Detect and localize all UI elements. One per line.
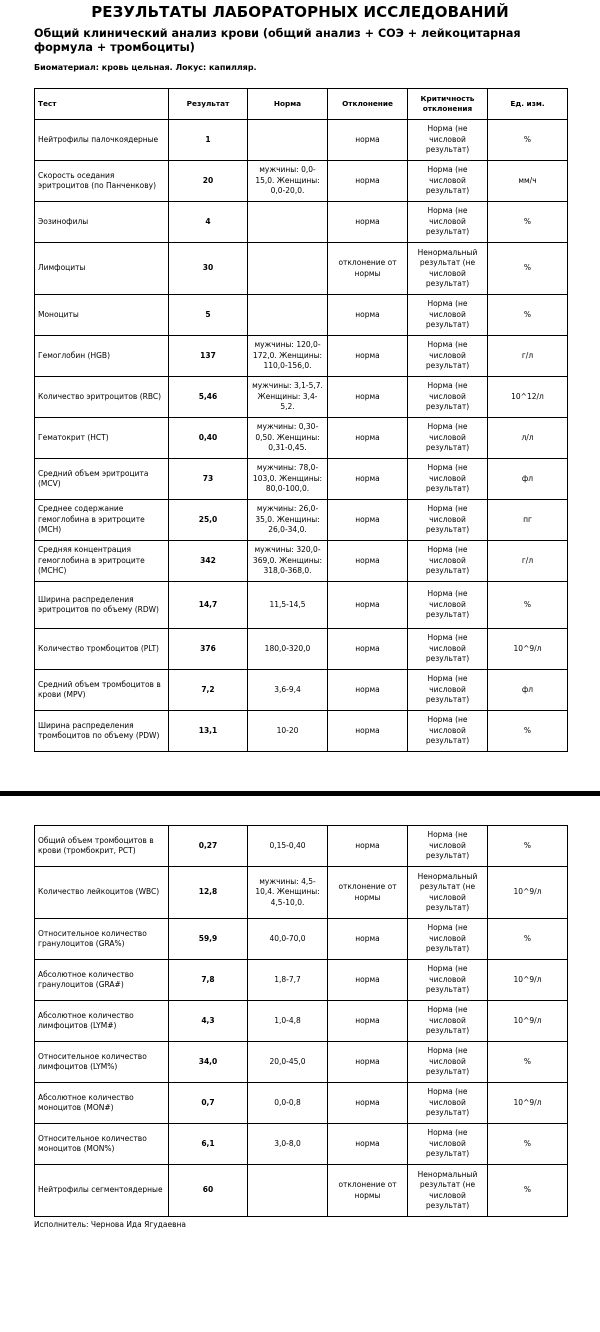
cell-test: Средняя концентрация гемоглобина в эритроците (MCHC) — [35, 541, 169, 582]
cell-norm: 20,0-45,0 — [248, 1042, 328, 1083]
table-row — [35, 418, 568, 459]
cell-norm: мужчины: 320,0-369,0. Женщины: 318,0-368,0. — [248, 541, 328, 582]
cell-test: Среднее содержание гемоглобина в эритроците (MCH) — [35, 500, 169, 541]
cell-test: Средний объем тромбоцитов в крови (MPV) — [35, 670, 169, 711]
cell-criticality: Норма (не числовой результат) — [408, 1001, 488, 1042]
cell-unit: % — [488, 582, 568, 629]
cell-criticality: Норма (не числовой результат) — [408, 202, 488, 243]
cell-test: Гемоглобин (HGB) — [35, 336, 169, 377]
cell-test: Эозинофилы — [35, 202, 169, 243]
cell-result: 30 — [169, 243, 248, 295]
table-row — [35, 867, 568, 919]
table-row — [35, 919, 568, 960]
cell-criticality: Норма (не числовой результат) — [408, 377, 488, 418]
cell-deviation: отклонение от нормы — [328, 867, 408, 919]
cell-criticality: Норма (не числовой результат) — [408, 336, 488, 377]
cell-norm: мужчины: 78,0-103,0. Женщины: 80,0-100,0. — [248, 459, 328, 500]
cell-criticality: Норма (не числовой результат) — [408, 1042, 488, 1083]
page-break-divider — [0, 791, 600, 796]
cell-criticality: Норма (не числовой результат) — [408, 500, 488, 541]
cell-test: Нейтрофилы сегментоядерные — [35, 1165, 169, 1217]
cell-test: Относительное количество гранулоцитов (GRA%) — [35, 919, 169, 960]
cell-test: Ширина распределения эритроцитов по объему (RDW) — [35, 582, 169, 629]
cell-test: Нейтрофилы палочкоядерные — [35, 120, 169, 161]
cell-unit: фл — [488, 670, 568, 711]
table-row — [35, 336, 568, 377]
cell-unit: 10^9/л — [488, 629, 568, 670]
cell-norm: 11,5-14,5 — [248, 582, 328, 629]
cell-result: 342 — [169, 541, 248, 582]
cell-deviation: норма — [328, 629, 408, 670]
cell-unit: мм/ч — [488, 161, 568, 202]
cell-unit: % — [488, 120, 568, 161]
executor-signature: Исполнитель: Чернова Ида Ягудаевна — [34, 1220, 186, 1229]
cell-criticality: Норма (не числовой результат) — [408, 826, 488, 867]
cell-test: Общий объем тромбоцитов в крови (тромбокрит, PCT) — [35, 826, 169, 867]
cell-deviation: норма — [328, 1083, 408, 1124]
cell-test: Средний объем эритроцита (MCV) — [35, 459, 169, 500]
header-test: Тест — [35, 89, 169, 120]
cell-result: 60 — [169, 1165, 248, 1217]
cell-criticality: Норма (не числовой результат) — [408, 670, 488, 711]
table-row — [35, 582, 568, 629]
cell-deviation: норма — [328, 120, 408, 161]
cell-result: 12,8 — [169, 867, 248, 919]
cell-test: Количество тромбоцитов (PLT) — [35, 629, 169, 670]
cell-test: Количество лейкоцитов (WBC) — [35, 867, 169, 919]
cell-unit: пг — [488, 500, 568, 541]
cell-unit: % — [488, 1042, 568, 1083]
cell-deviation: норма — [328, 1042, 408, 1083]
cell-deviation: норма — [328, 500, 408, 541]
cell-unit: г/л — [488, 336, 568, 377]
cell-norm: 3,6-9,4 — [248, 670, 328, 711]
cell-test: Моноциты — [35, 295, 169, 336]
cell-unit: 10^9/л — [488, 867, 568, 919]
cell-norm: 0,15-0,40 — [248, 826, 328, 867]
cell-norm — [248, 243, 328, 295]
cell-criticality: Норма (не числовой результат) — [408, 120, 488, 161]
cell-deviation: норма — [328, 670, 408, 711]
cell-norm: 3,0-8,0 — [248, 1124, 328, 1165]
header-result: Результат — [169, 89, 248, 120]
cell-deviation: норма — [328, 1124, 408, 1165]
table-body-page1 — [35, 120, 568, 752]
cell-deviation: отклонение от нормы — [328, 243, 408, 295]
cell-deviation: норма — [328, 377, 408, 418]
table-row — [35, 826, 568, 867]
results-table-page1 — [34, 88, 568, 752]
cell-result: 7,2 — [169, 670, 248, 711]
table-row — [35, 629, 568, 670]
table-row — [35, 459, 568, 500]
cell-result: 376 — [169, 629, 248, 670]
cell-deviation: норма — [328, 336, 408, 377]
cell-deviation: норма — [328, 1001, 408, 1042]
cell-criticality: Норма (не числовой результат) — [408, 711, 488, 752]
table-row — [35, 243, 568, 295]
cell-test: Абсолютное количество моноцитов (MON#) — [35, 1083, 169, 1124]
cell-norm: 10-20 — [248, 711, 328, 752]
report-subtitle: Общий клинический анализ крови (общий анализ + СОЭ + лейкоцитарная формула + тромбоциты) — [34, 27, 521, 54]
cell-criticality: Норма (не числовой результат) — [408, 161, 488, 202]
cell-norm: мужчины: 0,0-15,0. Женщины: 0,0-20,0. — [248, 161, 328, 202]
table-row — [35, 541, 568, 582]
cell-unit: % — [488, 919, 568, 960]
page-title: РЕЗУЛЬТАТЫ ЛАБОРАТОРНЫХ ИССЛЕДОВАНИЙ — [91, 3, 509, 21]
cell-result: 20 — [169, 161, 248, 202]
cell-result: 137 — [169, 336, 248, 377]
cell-criticality: Ненормальный результат (не числовой результат) — [408, 243, 488, 295]
cell-result: 13,1 — [169, 711, 248, 752]
cell-criticality: Норма (не числовой результат) — [408, 960, 488, 1001]
cell-result: 0,40 — [169, 418, 248, 459]
cell-norm: 1,0-4,8 — [248, 1001, 328, 1042]
cell-norm: мужчины: 120,0-172,0. Женщины: 110,0-156,0. — [248, 336, 328, 377]
cell-test: Абсолютное количество гранулоцитов (GRA#) — [35, 960, 169, 1001]
cell-result: 25,0 — [169, 500, 248, 541]
cell-result: 7,8 — [169, 960, 248, 1001]
cell-result: 4,3 — [169, 1001, 248, 1042]
cell-criticality: Норма (не числовой результат) — [408, 418, 488, 459]
cell-result: 73 — [169, 459, 248, 500]
cell-test: Количество эритроцитов (RBC) — [35, 377, 169, 418]
cell-result: 1 — [169, 120, 248, 161]
cell-unit: % — [488, 295, 568, 336]
cell-norm: мужчины: 26,0-35,0. Женщины: 26,0-34,0. — [248, 500, 328, 541]
cell-result: 34,0 — [169, 1042, 248, 1083]
header-unit: Ед. изм. — [488, 89, 568, 120]
cell-deviation: норма — [328, 295, 408, 336]
cell-norm: 1,8-7,7 — [248, 960, 328, 1001]
cell-test: Скорость оседания эритроцитов (по Панченкову) — [35, 161, 169, 202]
table-row — [35, 377, 568, 418]
cell-test: Лимфоциты — [35, 243, 169, 295]
table-row — [35, 1042, 568, 1083]
table-row — [35, 1001, 568, 1042]
cell-criticality: Ненормальный результат (не числовой результат) — [408, 867, 488, 919]
cell-unit: 10^9/л — [488, 960, 568, 1001]
cell-criticality: Норма (не числовой результат) — [408, 1124, 488, 1165]
biomaterial-info: Биоматериал: кровь цельная. Локус: капилляр. — [34, 63, 257, 72]
cell-result: 0,27 — [169, 826, 248, 867]
cell-norm: 40,0-70,0 — [248, 919, 328, 960]
cell-unit: 10^9/л — [488, 1001, 568, 1042]
table-row — [35, 711, 568, 752]
cell-unit: % — [488, 1165, 568, 1217]
cell-deviation: норма — [328, 418, 408, 459]
cell-criticality: Норма (не числовой результат) — [408, 919, 488, 960]
cell-unit: фл — [488, 459, 568, 500]
cell-criticality: Норма (не числовой результат) — [408, 1083, 488, 1124]
cell-test: Гематокрит (HCT) — [35, 418, 169, 459]
cell-unit: % — [488, 711, 568, 752]
cell-deviation: норма — [328, 161, 408, 202]
cell-result: 59,9 — [169, 919, 248, 960]
table-row — [35, 161, 568, 202]
cell-criticality: Норма (не числовой результат) — [408, 582, 488, 629]
cell-deviation: норма — [328, 459, 408, 500]
cell-deviation: отклонение от нормы — [328, 1165, 408, 1217]
cell-deviation: норма — [328, 711, 408, 752]
results-table-page2 — [34, 825, 568, 1217]
cell-norm: мужчины: 3,1-5,7. Женщины: 3,4-5,2. — [248, 377, 328, 418]
cell-unit: 10^9/л — [488, 1083, 568, 1124]
cell-unit: % — [488, 243, 568, 295]
cell-unit: 10^12/л — [488, 377, 568, 418]
table-row — [35, 500, 568, 541]
cell-norm — [248, 295, 328, 336]
cell-criticality: Норма (не числовой результат) — [408, 541, 488, 582]
cell-norm — [248, 202, 328, 243]
cell-criticality: Ненормальный результат (не числовой результат) — [408, 1165, 488, 1217]
cell-unit: % — [488, 826, 568, 867]
cell-deviation: норма — [328, 960, 408, 1001]
table-body-page2 — [35, 826, 568, 1217]
cell-deviation: норма — [328, 582, 408, 629]
cell-unit: % — [488, 202, 568, 243]
header-deviation: Отклонение — [328, 89, 408, 120]
table-row — [35, 120, 568, 161]
cell-test: Ширина распределения тромбоцитов по объему (PDW) — [35, 711, 169, 752]
cell-test: Относительное количество лимфоцитов (LYM%) — [35, 1042, 169, 1083]
header-norm: Норма — [248, 89, 328, 120]
cell-deviation: норма — [328, 541, 408, 582]
cell-result: 0,7 — [169, 1083, 248, 1124]
table-row — [35, 1124, 568, 1165]
cell-result: 6,1 — [169, 1124, 248, 1165]
cell-result: 5 — [169, 295, 248, 336]
cell-norm — [248, 120, 328, 161]
cell-test: Абсолютное количество лимфоцитов (LYM#) — [35, 1001, 169, 1042]
table-row — [35, 960, 568, 1001]
table-header-row — [35, 89, 568, 120]
cell-criticality: Норма (не числовой результат) — [408, 295, 488, 336]
table-row — [35, 1165, 568, 1217]
cell-criticality: Норма (не числовой результат) — [408, 459, 488, 500]
header-criticality: Критичность отклонения — [408, 89, 488, 120]
cell-unit: % — [488, 1124, 568, 1165]
cell-deviation: норма — [328, 202, 408, 243]
table-row — [35, 670, 568, 711]
cell-criticality: Норма (не числовой результат) — [408, 629, 488, 670]
cell-norm: мужчины: 4,5-10,4. Женщины: 4,5-10,0. — [248, 867, 328, 919]
table-row — [35, 295, 568, 336]
cell-norm: 0,0-0,8 — [248, 1083, 328, 1124]
cell-test: Относительное количество моноцитов (MON%) — [35, 1124, 169, 1165]
cell-deviation: норма — [328, 919, 408, 960]
cell-norm — [248, 1165, 328, 1217]
cell-norm: 180,0-320,0 — [248, 629, 328, 670]
cell-unit: г/л — [488, 541, 568, 582]
table-row — [35, 202, 568, 243]
cell-result: 5,46 — [169, 377, 248, 418]
cell-result: 4 — [169, 202, 248, 243]
cell-unit: л/л — [488, 418, 568, 459]
cell-norm: мужчины: 0,30-0,50. Женщины: 0,31-0,45. — [248, 418, 328, 459]
table-row — [35, 1083, 568, 1124]
cell-result: 14,7 — [169, 582, 248, 629]
cell-deviation: норма — [328, 826, 408, 867]
